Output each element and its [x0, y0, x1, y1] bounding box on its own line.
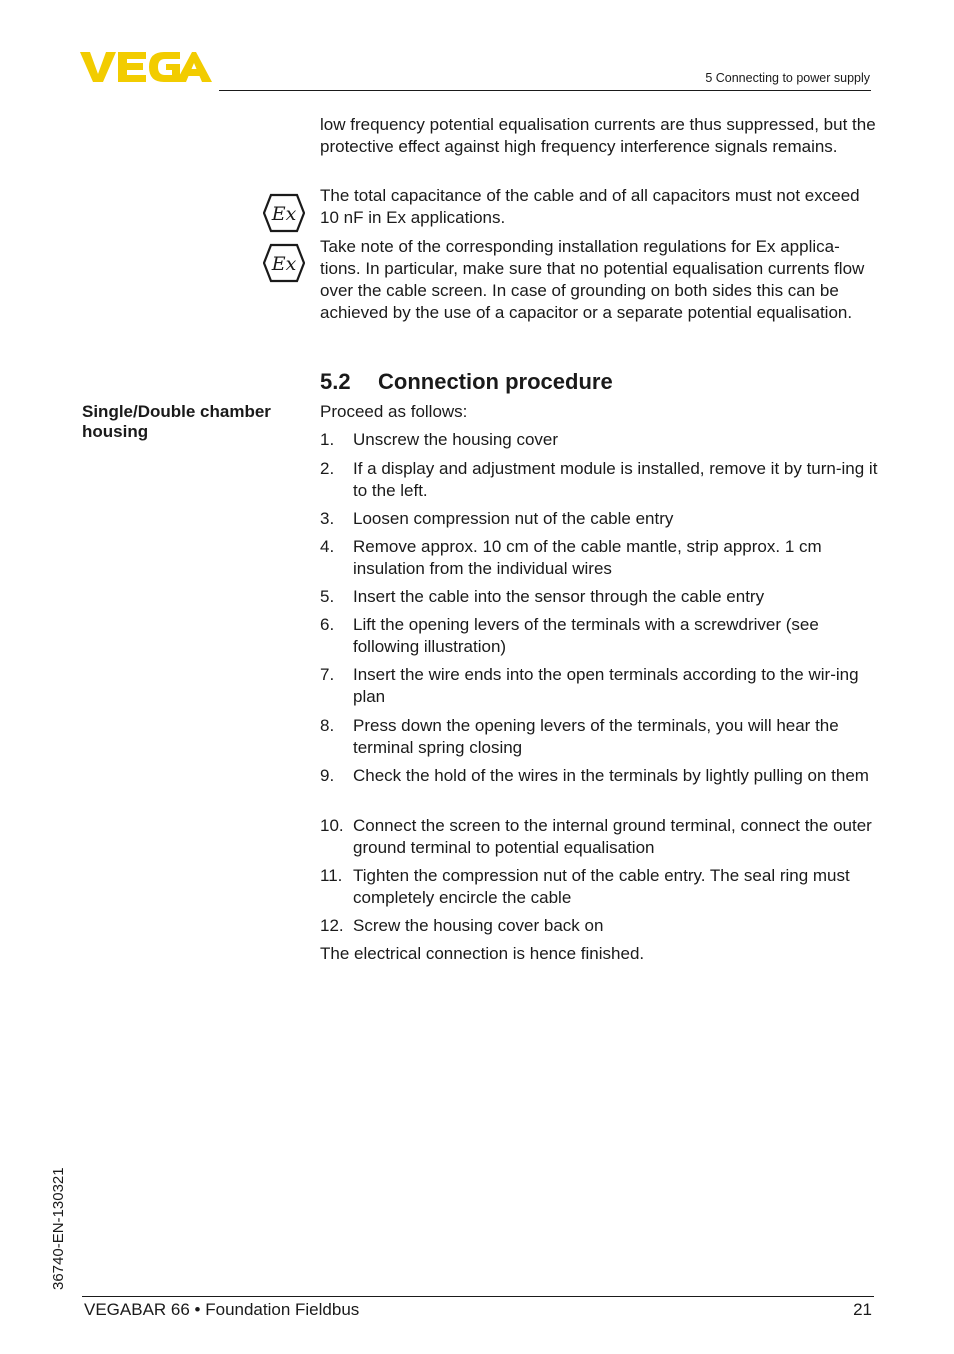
- intro-paragraph: low frequency potential equalisation currents are thus suppressed, but the protective effect against high frequency interference signals remains.: [320, 115, 876, 156]
- svg-text:Ex: Ex: [271, 203, 297, 225]
- step-number: 2.: [320, 459, 335, 478]
- step-text: Connect the screen to the internal ground terminal, connect the outer ground terminal to potential equalisation: [353, 816, 872, 857]
- svg-text:Ex: Ex: [271, 253, 297, 275]
- step-text: Insert the wire ends into the open terminals according to the wir-ing plan: [353, 665, 859, 706]
- step-text: Insert the cable into the sensor through the cable entry: [353, 587, 765, 606]
- vega-logo: [80, 50, 212, 84]
- procedure-intro: Proceed as follows:: [320, 402, 468, 421]
- step-text: Screw the housing cover back on: [353, 916, 604, 935]
- ex-note-installation: Take note of the corresponding installation regulations for Ex applica-tions. In particular, make sure that no potential equalisation currents flow over the cable screen. In case of grounding on both sides this can be achieved by the use of a capacitor or a separate potential equalisation.: [320, 237, 865, 322]
- document-id: 36740-EN-130321: [50, 1167, 67, 1290]
- step-text: Check the hold of the wires in the terminals by lightly pulling on them: [353, 766, 869, 785]
- footer-product: VEGABAR 66 • Foundation Fieldbus: [84, 1300, 360, 1319]
- step-number: 10.: [320, 816, 344, 835]
- step-number: 6.: [320, 615, 335, 634]
- step-number: 3.: [320, 509, 335, 528]
- step-text: If a display and adjustment module is installed, remove it by turn-ing it to the left.: [353, 459, 878, 500]
- step-text: Tighten the compression nut of the cable entry. The seal ring must completely encircle the cable: [353, 866, 850, 907]
- step-text: Press down the opening levers of the terminals, you will hear the terminal spring closing: [353, 716, 839, 757]
- section-heading: [320, 368, 613, 396]
- margin-label: Single/Double chamber housing: [82, 402, 271, 441]
- step-text: Loosen compression nut of the cable entry: [353, 509, 674, 528]
- header-divider: [219, 90, 871, 91]
- section-number: 5.2: [320, 369, 351, 394]
- ex-hazard-icon: [263, 193, 305, 233]
- procedure-conclusion: The electrical connection is hence finished.: [320, 944, 645, 963]
- step-number: 4.: [320, 537, 335, 556]
- section-title: Connection procedure: [378, 369, 613, 394]
- step-text: Unscrew the housing cover: [353, 430, 559, 449]
- step-number: 8.: [320, 716, 335, 735]
- step-number: 9.: [320, 766, 335, 785]
- ex-note-capacitance: The total capacitance of the cable and of all capacitors must not exceed 10 nF in Ex applications.: [320, 186, 860, 227]
- step-text: Lift the opening levers of the terminals with a screwdriver (see following illustration): [353, 615, 819, 656]
- step-number: 7.: [320, 665, 335, 684]
- header-section-label: 5 Connecting to power supply: [705, 71, 870, 85]
- step-number: 1.: [320, 430, 335, 449]
- ex-hazard-icon: [263, 243, 305, 283]
- step-number: 12.: [320, 916, 344, 935]
- page-number: 21: [853, 1300, 872, 1319]
- step-number: 5.: [320, 587, 335, 606]
- footer-divider: [82, 1296, 874, 1297]
- step-number: 11.: [320, 866, 343, 885]
- step-text: Remove approx. 10 cm of the cable mantle, strip approx. 1 cm insulation from the individual wires: [353, 537, 822, 578]
